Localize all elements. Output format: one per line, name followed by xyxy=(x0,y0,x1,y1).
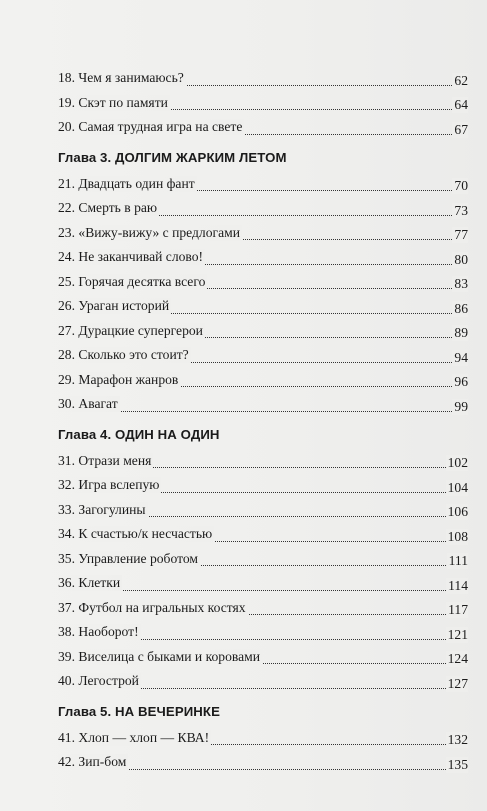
entry-title: 18. Чем я занимаюсь? xyxy=(58,70,184,85)
entry-title: 21. Двадцать один фант xyxy=(58,175,195,191)
toc-entry xyxy=(58,667,468,692)
toc-section xyxy=(58,146,468,415)
entry-page-number: 67 xyxy=(454,121,468,137)
entry-page-number: 99 xyxy=(454,398,468,414)
entry-title: 33. Загогулины xyxy=(58,501,146,517)
entry-page-number: 104 xyxy=(447,479,468,495)
toc-section xyxy=(58,423,468,692)
entry-page-number: 121 xyxy=(447,626,468,642)
entry-page-number: 64 xyxy=(454,97,468,112)
entry-title: 22. Смерть в раю xyxy=(58,200,158,215)
entry-title: 24. Не заканчивай слово! xyxy=(58,249,204,264)
entry-title: 41. Хлоп — хлоп — КВА! xyxy=(58,729,210,745)
entry-title: 26. Ураган историй xyxy=(58,298,170,313)
toc-entry xyxy=(58,569,468,594)
entry-page-number: 62 xyxy=(454,72,468,88)
entry-page-number: 80 xyxy=(454,251,468,267)
chapter-header: Глава 4. ОДИН НА ОДИН xyxy=(58,426,220,442)
entry-title: 30. Авагат xyxy=(58,396,118,411)
toc-entry xyxy=(58,748,468,773)
entry-title: 20. Самая трудная игра на свете xyxy=(58,119,243,134)
entry-title: 32. Игра вслепую xyxy=(58,477,160,492)
entry-title: 37. Футбол на игральных костях xyxy=(58,599,246,615)
toc-entry xyxy=(58,219,468,244)
entry-title: 34. К счастью/к несчастью xyxy=(58,526,213,541)
entry-page-number: 106 xyxy=(447,504,468,519)
entry-page-number: 102 xyxy=(447,455,468,470)
entry-title: 25. Горячая десятка всего xyxy=(58,273,206,289)
entry-title: 36. Клетки xyxy=(58,575,121,590)
chapter-header: Глава 3. ДОЛГИМ ЖАРКИМ ЛЕТОМ xyxy=(58,149,287,165)
toc-entry xyxy=(58,317,468,342)
entry-title: 38. Наоборот! xyxy=(58,624,139,639)
toc-entry xyxy=(58,447,468,472)
entry-page-number: 73 xyxy=(454,202,468,218)
entry-title: 35. Управление роботом xyxy=(58,550,198,566)
entry-title: 23. «Вижу-вижу» с предлогами xyxy=(58,224,241,240)
entry-title: 39. Виселица с быками и коровами xyxy=(58,648,261,664)
toc-entry xyxy=(58,618,468,643)
toc-entry xyxy=(58,496,468,521)
entry-page-number: 127 xyxy=(447,675,468,691)
toc-entry xyxy=(58,243,468,268)
entry-title: 29. Марафон жанров xyxy=(58,371,179,387)
entry-page-number: 96 xyxy=(454,374,468,389)
toc-entry xyxy=(58,341,468,366)
entry-title: 28. Сколько это стоит? xyxy=(58,347,189,362)
toc-entry xyxy=(58,64,468,89)
toc-entry xyxy=(58,292,468,317)
entry-page-number: 86 xyxy=(454,300,468,316)
entry-page-number: 111 xyxy=(448,553,468,568)
toc-entry xyxy=(58,268,468,293)
toc-entry xyxy=(58,194,468,219)
toc-section xyxy=(58,64,468,138)
toc-section xyxy=(58,700,468,773)
toc-entry xyxy=(58,390,468,415)
toc-entry xyxy=(58,520,468,545)
entry-title: 40. Легострой xyxy=(58,673,139,688)
entry-page-number: 124 xyxy=(447,651,468,666)
entry-page-number: 77 xyxy=(454,227,468,242)
toc-entry xyxy=(58,366,468,391)
toc-entry xyxy=(58,113,468,138)
entry-title: 27. Дурацкие супергерои xyxy=(58,322,203,338)
table-of-contents xyxy=(58,64,468,773)
toc-entry xyxy=(58,643,468,668)
toc-entry xyxy=(58,89,468,114)
entry-page-number: 94 xyxy=(454,349,468,365)
entry-page-number: 135 xyxy=(447,756,468,772)
entry-page-number: 70 xyxy=(454,178,468,193)
entry-page-number: 89 xyxy=(454,325,468,340)
entry-page-number: 108 xyxy=(447,528,468,544)
entry-page-number: 132 xyxy=(447,732,468,747)
entry-title: 19. Скэт по памяти xyxy=(58,94,168,110)
chapter-header: Глава 5. НА ВЕЧЕРИНКЕ xyxy=(58,703,220,719)
entry-page-number: 117 xyxy=(448,602,468,617)
entry-page-number: 114 xyxy=(448,577,468,593)
entry-title: 31. Отрази меня xyxy=(58,452,152,468)
toc-entry xyxy=(58,594,468,619)
toc-entry xyxy=(58,724,468,749)
toc-entry xyxy=(58,545,468,570)
entry-page-number: 83 xyxy=(454,276,468,291)
toc-entry xyxy=(58,170,468,195)
entry-title: 42. Зип-бом xyxy=(58,754,127,769)
toc-entry xyxy=(58,471,468,496)
